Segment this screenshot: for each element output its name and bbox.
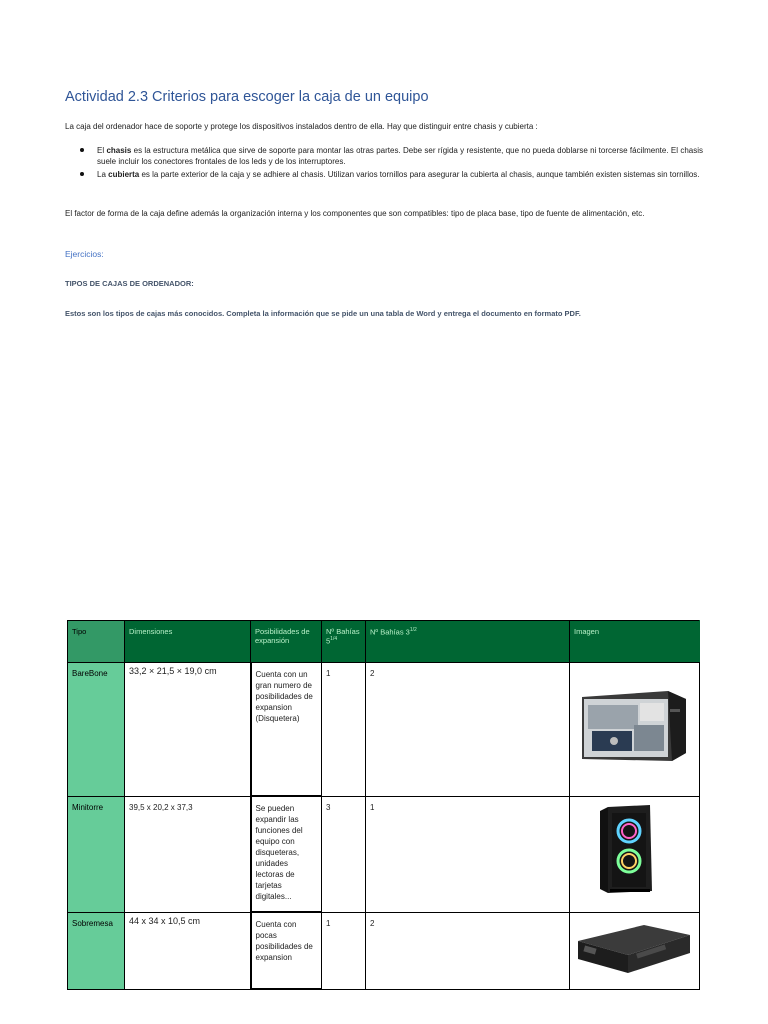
definition-list <box>97 145 703 182</box>
list-item-cubierta: La cubierta es la parte exterior de la caja y se adhiere al chasis. Utilizan varios tornillos para asegurar la cubierta al chasis, aunque también existen sistemas sin tornillos. <box>97 169 703 180</box>
cell-tipo: Sobremesa <box>68 912 125 989</box>
cell-dimensiones: 39,5 x 20,2 x 37,3 <box>125 796 251 912</box>
header-expansion: Posibilidades de expansión <box>251 621 322 663</box>
table-row <box>68 912 700 989</box>
list-item-chasis: El chasis es la estructura metálica que sirve de soporte para montar las otras partes. Debe ser rígida y resistente, que no pueda doblarse ni torcerse fácilmente. El chasis suele incluir los conectores frontales de los leds y de los interruptores. <box>97 145 703 167</box>
header-dimensiones: Dimensiones <box>125 621 251 663</box>
header-bahias5: Nº Bahías $5^{1/4}$ <box>322 621 366 663</box>
barebone-case-icon <box>574 669 694 769</box>
cell-tipo: Minitorre <box>68 796 125 912</box>
cell-bahias5: 1 <box>322 912 366 989</box>
bullet-icon <box>80 172 84 176</box>
tipos-heading: TIPOS DE CAJAS DE ORDENADOR: <box>65 279 194 288</box>
intro-paragraph: La caja del ordenador hace de soporte y protege los dispositivos instalados dentro de ella. Hay que distinguir entre chasis y cubierta : <box>65 122 538 131</box>
header-imagen: Imagen <box>570 621 700 663</box>
table-header-row <box>68 621 700 663</box>
form-factor-paragraph: El factor de forma de la caja define además la organización interna y los componentes que son compatibles: tipo de placa base, tipo de fuente de alimentación, etc. <box>65 209 645 218</box>
instructions-text: Estos son los tipos de cajas más conocidos. Completa la información que se pide un una tabla de Word y entrega el documento en formato PDF. <box>65 309 581 318</box>
term-cubierta: cubierta <box>108 170 140 179</box>
cell-expansion: Cuenta con pocas posibilidades de expansion <box>251 912 322 989</box>
cell-dimensiones: 33,2 × 21,5 × 19,0 cm <box>125 663 251 797</box>
case-types-table <box>67 620 700 990</box>
cell-bahias5: 3 <box>322 796 366 912</box>
cell-expansion: Se pueden expandir las funciones del equipo con disqueteras, unidades lectoras de tarjetas digitales... <box>251 796 322 912</box>
cell-imagen <box>570 912 700 989</box>
header-bahias3: Nº Bahías $3^{1/2}$ <box>366 621 570 663</box>
table-row <box>68 663 700 797</box>
page-title: Actividad 2.3 Criterios para escoger la caja de un equipo <box>65 89 429 105</box>
cell-imagen <box>570 663 700 797</box>
cell-bahias3: 2 <box>366 663 570 797</box>
ejercicios-heading: Ejercicios: <box>65 249 104 259</box>
table-row <box>68 796 700 912</box>
cell-dimensiones: 44 x 34 x 10,5 cm <box>125 912 251 989</box>
cell-bahias5: 1 <box>322 663 366 797</box>
cell-tipo: BareBone <box>68 663 125 797</box>
term-chasis: chasis <box>106 146 132 155</box>
cell-bahias3: 1 <box>366 796 570 912</box>
cell-imagen <box>570 796 700 912</box>
desktop-case-icon <box>574 919 694 979</box>
cell-expansion: Cuenta con un gran numero de posibilidades de expansion (Disquetera) <box>251 663 322 797</box>
cell-bahias3: 2 <box>366 912 570 989</box>
minitower-case-icon <box>574 803 694 897</box>
header-tipo: Tipo <box>68 621 125 663</box>
bullet-icon <box>80 148 84 152</box>
